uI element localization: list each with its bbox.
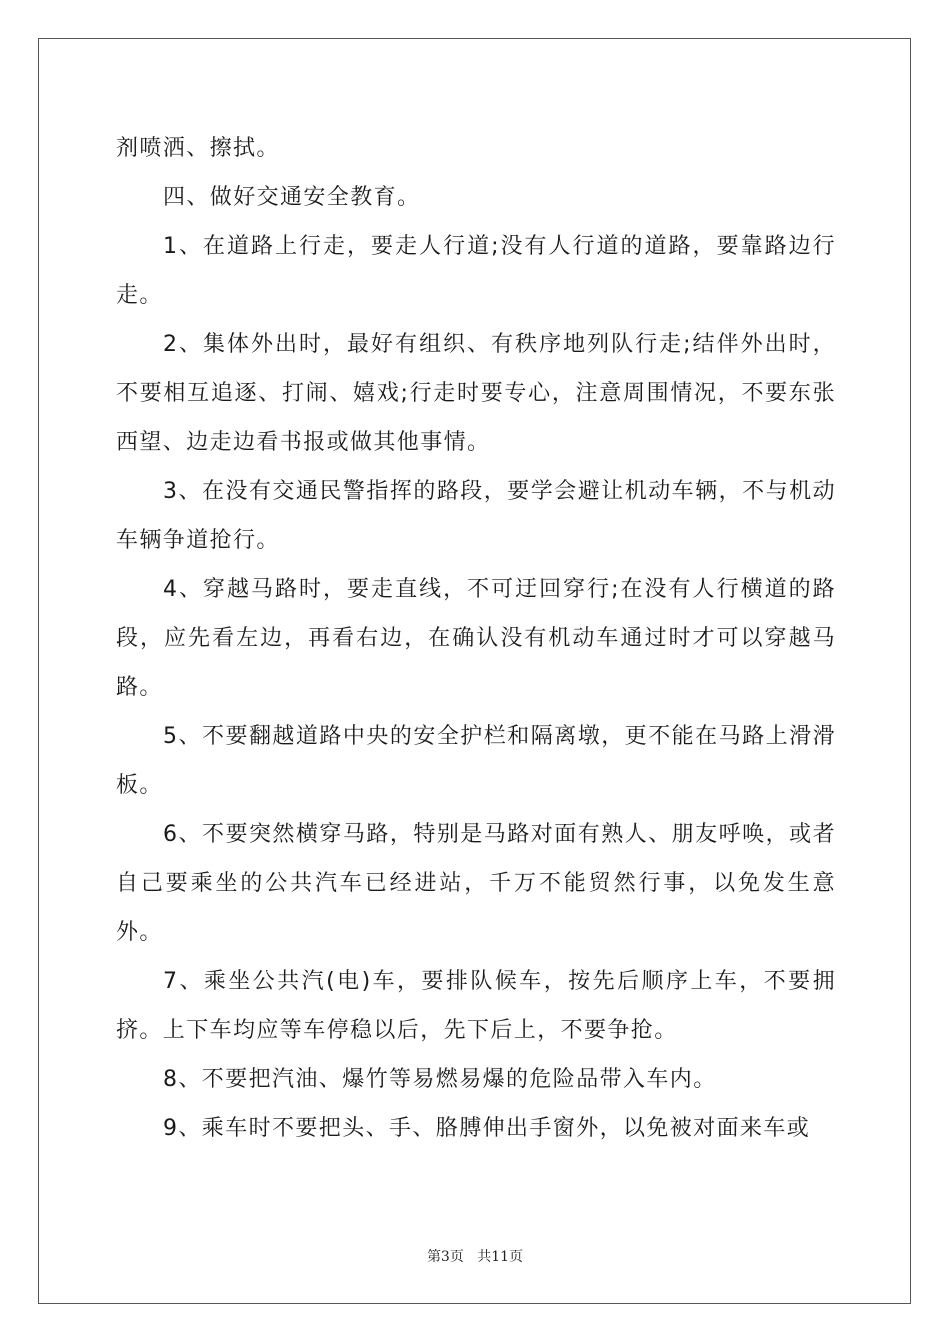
paragraph-6: 6、不要突然横穿马路，特别是马路对面有熟人、朋友呼唤，或者自己要乘坐的公共汽车已经进站，千万不能贸然行事，以免发生意外。: [116, 822, 836, 945]
paragraph-7: 7、乘坐公共汽(电)车，要排队候车，按先后顺序上车，不要拥挤。上下车均应等车停稳以后，先下后上，不要争抢。: [116, 969, 836, 1043]
paragraph-0: 剂喷洒、擦拭。: [116, 136, 280, 161]
paragraph-5: 5、不要翻越道路中央的安全护栏和隔离墩，更不能在马路上滑滑板。: [116, 724, 836, 798]
page-number: 第3页: [426, 1249, 464, 1265]
paragraph-9: 9、乘车时不要把头、手、胳膊伸出手窗外，以免被对面来车或: [163, 1116, 811, 1141]
paragraph-3: 3、在没有交通民警指挥的路段，要学会避让机动车辆，不与机动车辆争道抢行。: [116, 479, 836, 553]
paragraph-8: 8、不要把汽油、爆竹等易燃易爆的危险品带入车内。: [163, 1067, 717, 1092]
paragraph-2: 2、集体外出时，最好有组织、有秩序地列队行走;结伴外出时，不要相互追逐、打闹、嬉戏;行走时要专心，注意周围情况，不要东张西望、边走边看书报或做其他事情。: [116, 332, 836, 455]
page-footer: [0, 1246, 950, 1266]
paragraph-1: 1、在道路上行走，要走人行道;没有人行道的道路，要靠路边行走。: [116, 234, 836, 308]
paragraph-4: 4、穿越马路时，要走直线，不可迂回穿行;在没有人行横道的路段，应先看左边，再看右边，在确认没有机动车通过时才可以穿越马路。: [116, 577, 836, 700]
section-heading-traffic-safety: 四、做好交通安全教育。: [163, 185, 421, 210]
page-total: 共11页: [477, 1249, 524, 1265]
document-body: [116, 124, 836, 1153]
